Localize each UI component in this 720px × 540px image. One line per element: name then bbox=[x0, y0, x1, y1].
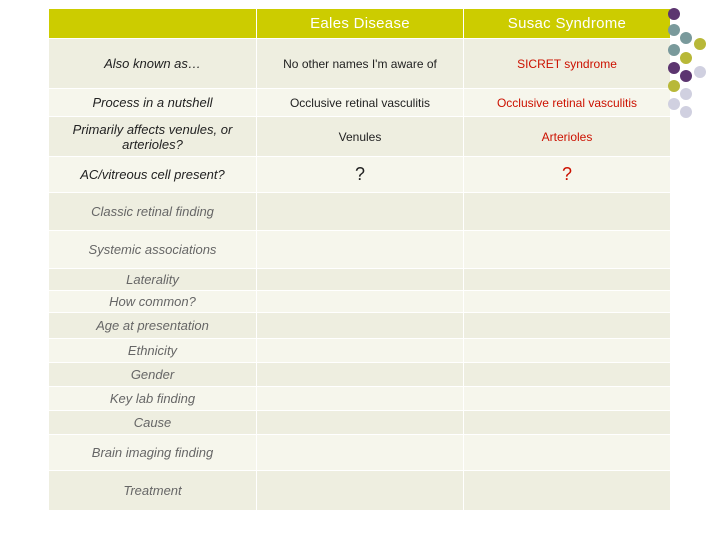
eales-cell bbox=[257, 269, 464, 291]
table-row bbox=[49, 387, 671, 411]
dot-icon bbox=[668, 44, 680, 56]
comparison-table bbox=[48, 8, 671, 511]
susac-cell: ? bbox=[464, 157, 671, 193]
row-label: Gender bbox=[49, 363, 257, 387]
eales-cell bbox=[257, 471, 464, 511]
eales-cell: ? bbox=[257, 157, 464, 193]
susac-cell bbox=[464, 291, 671, 313]
table-row bbox=[49, 313, 671, 339]
table-row bbox=[49, 39, 671, 89]
eales-cell bbox=[257, 435, 464, 471]
eales-cell bbox=[257, 193, 464, 231]
table-row bbox=[49, 291, 671, 313]
susac-cell bbox=[464, 435, 671, 471]
eales-cell: No other names I'm aware of bbox=[257, 39, 464, 89]
susac-cell: SICRET syndrome bbox=[464, 39, 671, 89]
row-label: Cause bbox=[49, 411, 257, 435]
eales-cell bbox=[257, 387, 464, 411]
dot-icon bbox=[668, 24, 680, 36]
susac-cell: Arterioles bbox=[464, 117, 671, 157]
table-row bbox=[49, 269, 671, 291]
susac-cell bbox=[464, 193, 671, 231]
header-eales: Eales Disease bbox=[257, 9, 464, 39]
dot-icon bbox=[694, 38, 706, 50]
susac-cell bbox=[464, 363, 671, 387]
row-label: AC/vitreous cell present? bbox=[49, 157, 257, 193]
table-row bbox=[49, 471, 671, 511]
susac-cell bbox=[464, 313, 671, 339]
dot-icon bbox=[680, 52, 692, 64]
header-row bbox=[49, 9, 671, 39]
susac-cell: Occlusive retinal vasculitis bbox=[464, 89, 671, 117]
eales-cell bbox=[257, 291, 464, 313]
eales-cell bbox=[257, 363, 464, 387]
dot-icon bbox=[668, 8, 680, 20]
row-label: Systemic associations bbox=[49, 231, 257, 269]
table-row bbox=[49, 411, 671, 435]
row-label: Ethnicity bbox=[49, 339, 257, 363]
row-label: Treatment bbox=[49, 471, 257, 511]
susac-cell bbox=[464, 339, 671, 363]
table-row bbox=[49, 117, 671, 157]
row-label: Age at presentation bbox=[49, 313, 257, 339]
dot-icon bbox=[668, 80, 680, 92]
eales-cell: Venules bbox=[257, 117, 464, 157]
dot-icon bbox=[680, 106, 692, 118]
eales-cell bbox=[257, 411, 464, 435]
header-susac: Susac Syndrome bbox=[464, 9, 671, 39]
eales-cell: Occlusive retinal vasculitis bbox=[257, 89, 464, 117]
susac-cell bbox=[464, 471, 671, 511]
decorative-dots bbox=[668, 8, 718, 118]
table-row bbox=[49, 157, 671, 193]
dot-icon bbox=[680, 70, 692, 82]
dot-icon bbox=[668, 62, 680, 74]
row-label: Key lab finding bbox=[49, 387, 257, 411]
eales-cell bbox=[257, 231, 464, 269]
dot-icon bbox=[680, 32, 692, 44]
table-row bbox=[49, 339, 671, 363]
row-label: Laterality bbox=[49, 269, 257, 291]
row-label: Classic retinal finding bbox=[49, 193, 257, 231]
dot-icon bbox=[668, 98, 680, 110]
susac-cell bbox=[464, 411, 671, 435]
table-row bbox=[49, 231, 671, 269]
susac-cell bbox=[464, 231, 671, 269]
row-label: How common? bbox=[49, 291, 257, 313]
table-body bbox=[49, 39, 671, 511]
header-blank-cell bbox=[49, 9, 257, 39]
susac-cell bbox=[464, 387, 671, 411]
eales-cell bbox=[257, 339, 464, 363]
eales-cell bbox=[257, 313, 464, 339]
table-row bbox=[49, 89, 671, 117]
dot-icon bbox=[694, 66, 706, 78]
susac-cell bbox=[464, 269, 671, 291]
row-label: Also known as… bbox=[49, 39, 257, 89]
table-row bbox=[49, 363, 671, 387]
table-row bbox=[49, 435, 671, 471]
dot-icon bbox=[680, 88, 692, 100]
table-row bbox=[49, 193, 671, 231]
row-label: Process in a nutshell bbox=[49, 89, 257, 117]
row-label: Brain imaging finding bbox=[49, 435, 257, 471]
row-label: Primarily affects venules, or arterioles? bbox=[49, 117, 257, 157]
